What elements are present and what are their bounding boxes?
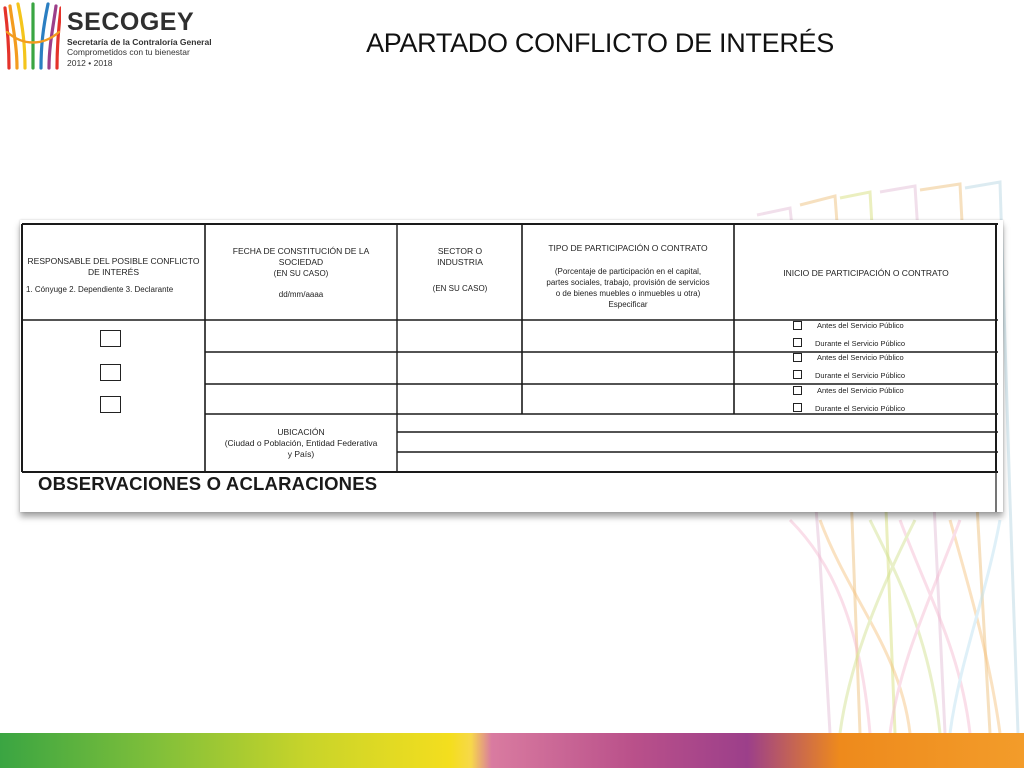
col-participation-desc-line4: Especificar <box>608 300 648 309</box>
responsible-checkbox-3[interactable] <box>100 396 121 413</box>
start-during-checkbox-1[interactable] <box>793 338 802 347</box>
location-line3: y País) <box>287 449 315 459</box>
col-sector-note: (EN SU CASO) <box>432 284 488 293</box>
footer-color-stripe <box>0 733 1024 768</box>
col-participation-desc-line2: partes sociales, trabajo, provisión de servicios <box>546 278 710 287</box>
brand-subtitle: Secretaría de la Contraloría General <box>67 37 212 47</box>
start-before-label-1: Antes del Servicio Público <box>817 321 904 330</box>
col-participation-desc-line3: o de bienes muebles o inmuebles u otra) <box>555 289 701 298</box>
start-during-label-1: Durante el Servicio Público <box>815 339 906 348</box>
location-line1: UBICACIÓN <box>277 427 325 437</box>
observations-heading: OBSERVACIONES O ACLARACIONES <box>38 473 378 494</box>
col-sector-line2: INDUSTRIA <box>437 257 483 267</box>
col-constitution-date-header <box>207 246 395 279</box>
start-during-label-2: Durante el Servicio Público <box>815 371 906 380</box>
conflict-form <box>20 220 1003 512</box>
location-label <box>207 427 395 460</box>
start-during-label-3: Durante el Servicio Público <box>815 404 906 413</box>
brand-name: SECOGEY <box>67 8 195 36</box>
location-line2: (Ciudad o Población, Entidad Federativa <box>224 438 378 448</box>
start-before-checkbox-2[interactable] <box>793 353 802 362</box>
brand-years: 2012 • 2018 <box>67 58 113 68</box>
col-responsible-header-line2: DE INTERÉS <box>87 267 139 277</box>
col-sector-line1: SECTOR O <box>437 246 483 256</box>
col-responsible-header <box>26 256 201 278</box>
brand-slogan: Comprometidos con tu bienestar <box>67 47 190 57</box>
start-during-checkbox-2[interactable] <box>793 370 802 379</box>
col-participation-desc-line1: (Porcentaje de participación en el capital, <box>554 267 702 276</box>
col-start-header: INICIO DE PARTICIPACIÓN O CONTRATO <box>783 268 949 278</box>
page-title: APARTADO CONFLICTO DE INTERÉS <box>366 28 834 58</box>
responsible-checkbox-1[interactable] <box>100 330 121 347</box>
col-participation-type-desc <box>524 266 732 310</box>
start-before-checkbox-3[interactable] <box>793 386 802 395</box>
col-responsible-options: 1. Cónyuge 2. Dependiente 3. Declarante <box>26 285 174 294</box>
col-responsible-header-line1: RESPONSABLE DEL POSIBLE CONFLICTO <box>27 256 200 266</box>
start-before-checkbox-1[interactable] <box>793 321 802 330</box>
col-constitution-date-line3: (EN SU CASO) <box>273 269 329 278</box>
col-constitution-date-line2: SOCIEDAD <box>278 257 324 267</box>
start-during-checkbox-3[interactable] <box>793 403 802 412</box>
col-constitution-date-line1: FECHA DE CONSTITUCIÓN DE LA <box>232 246 370 256</box>
start-before-label-3: Antes del Servicio Público <box>817 386 904 395</box>
col-constitution-date-format: dd/mm/aaaa <box>278 290 324 299</box>
start-before-label-2: Antes del Servicio Público <box>817 353 904 362</box>
col-sector-header <box>399 246 521 268</box>
col-participation-type-header: TIPO DE PARTICIPACIÓN O CONTRATO <box>548 243 708 253</box>
responsible-checkbox-2[interactable] <box>100 364 121 381</box>
